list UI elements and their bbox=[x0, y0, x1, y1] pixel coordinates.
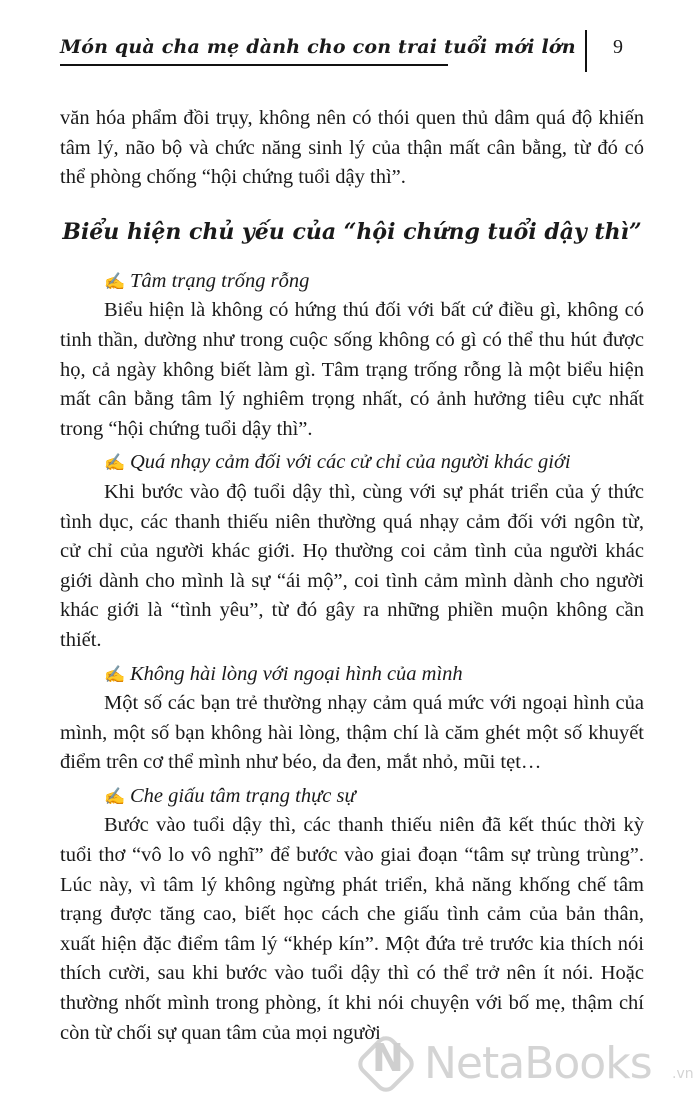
header-underline bbox=[60, 64, 448, 66]
writing-hand-icon: ✍ bbox=[104, 453, 126, 473]
paragraph-3: Một số các bạn trẻ thường nhạy cảm quá mức với ngoại hình của mình, một số bạn không hài lòng, thậm chí là căm ghét một số khuyết điểm trên cơ thể mình như béo, da đen, mắt nhỏ, mũi tẹt… bbox=[60, 692, 644, 774]
paragraph-1: Biểu hiện là không có hứng thú đối với bất cứ điều gì, không có tinh thần, dường như trong cuộc sống không có gì có thể thu hút được họ, cả ngày không biết làm gì. Tâm trạng trống rỗng là một biểu hiện mất cân bằng tâm lý nghiêm trọng nhất, có ảnh hưởng tiêu cực nhất trong “hội chứng tuổi dậy thì”. bbox=[60, 299, 644, 440]
watermark-suffix: .vn bbox=[672, 1066, 694, 1082]
writing-hand-icon: ✍ bbox=[104, 271, 126, 291]
section-title: Biểu hiện chủ yếu của “hội chứng tuổi dậy thì” bbox=[62, 218, 642, 245]
subheading-4 bbox=[60, 782, 644, 812]
running-header bbox=[60, 28, 650, 74]
subheading-text: Tâm trạng trống rỗng bbox=[130, 269, 310, 292]
book-title: Món quà cha mẹ dành cho con trai tuổi mới lớn bbox=[60, 36, 576, 58]
writing-hand-icon: ✍ bbox=[104, 664, 126, 684]
paragraph-2: Khi bước vào độ tuổi dậy thì, cùng với sự phát triển của ý thức tình dục, các thanh thiếu niên thường quá nhạy cảm đối với ngôn từ, cử chỉ của người khác giới. Họ thường coi cảm tình của người khác giới dành cho mình là sự “ái mộ”, coi tình cảm mình dành cho người khác giới là “tình yêu”, từ đó gây ra những phiền muộn không cần thiết. bbox=[60, 480, 644, 651]
subheading-text: Quá nhạy cảm đối với các cử chỉ của người khác giới bbox=[130, 451, 571, 474]
writing-hand-icon: ✍ bbox=[104, 786, 126, 806]
netabooks-watermark bbox=[358, 1030, 698, 1102]
paragraph-4: Bước vào tuổi dậy thì, các thanh thiếu niên đã kết thúc thời kỳ tuổi thơ “vô lo vô nghĩ” để bước vào giai đoạn “tâm sự trùng trùng”. Lúc này, vì tâm lý không ngừng phát triển, khả năng khống chế tâm trạng được tăng cao, biết học cách che giấu tình cảm của bản thân, xuất hiện đặc điểm tâm lý “khép kín”. Một đứa trẻ trước kia thích nói thích cười, sau khi bước vào tuổi dậy thì có thể trở nên ít nói. Hoặc thường nhốt mình trong phòng, ít khi nói chuyện với bố mẹ, thậm chí còn từ chối sự quan tâm của mọi người. bbox=[60, 814, 644, 1044]
subheading-1 bbox=[60, 267, 644, 297]
opening-paragraph: văn hóa phẩm đồi trụy, không nên có thói quen thủ dâm quá độ khiến tâm lý, não bộ và chức năng sinh lý của thận mất cân bằng, từ đó có thể phòng chống “hội chứng tuổi dậy thì”. bbox=[60, 107, 644, 189]
watermark-text: NetaBooks bbox=[424, 1038, 652, 1089]
subheading-text: Không hài lòng với ngoại hình của mình bbox=[130, 662, 463, 685]
page-body bbox=[60, 104, 644, 1048]
subheading-3 bbox=[60, 660, 644, 690]
page-number: 9 bbox=[613, 36, 623, 58]
subheading-text: Che giấu tâm trạng thực sự bbox=[130, 784, 356, 807]
subheading-2 bbox=[60, 448, 644, 478]
header-separator bbox=[585, 30, 587, 72]
logo-letter: N bbox=[372, 1036, 404, 1080]
